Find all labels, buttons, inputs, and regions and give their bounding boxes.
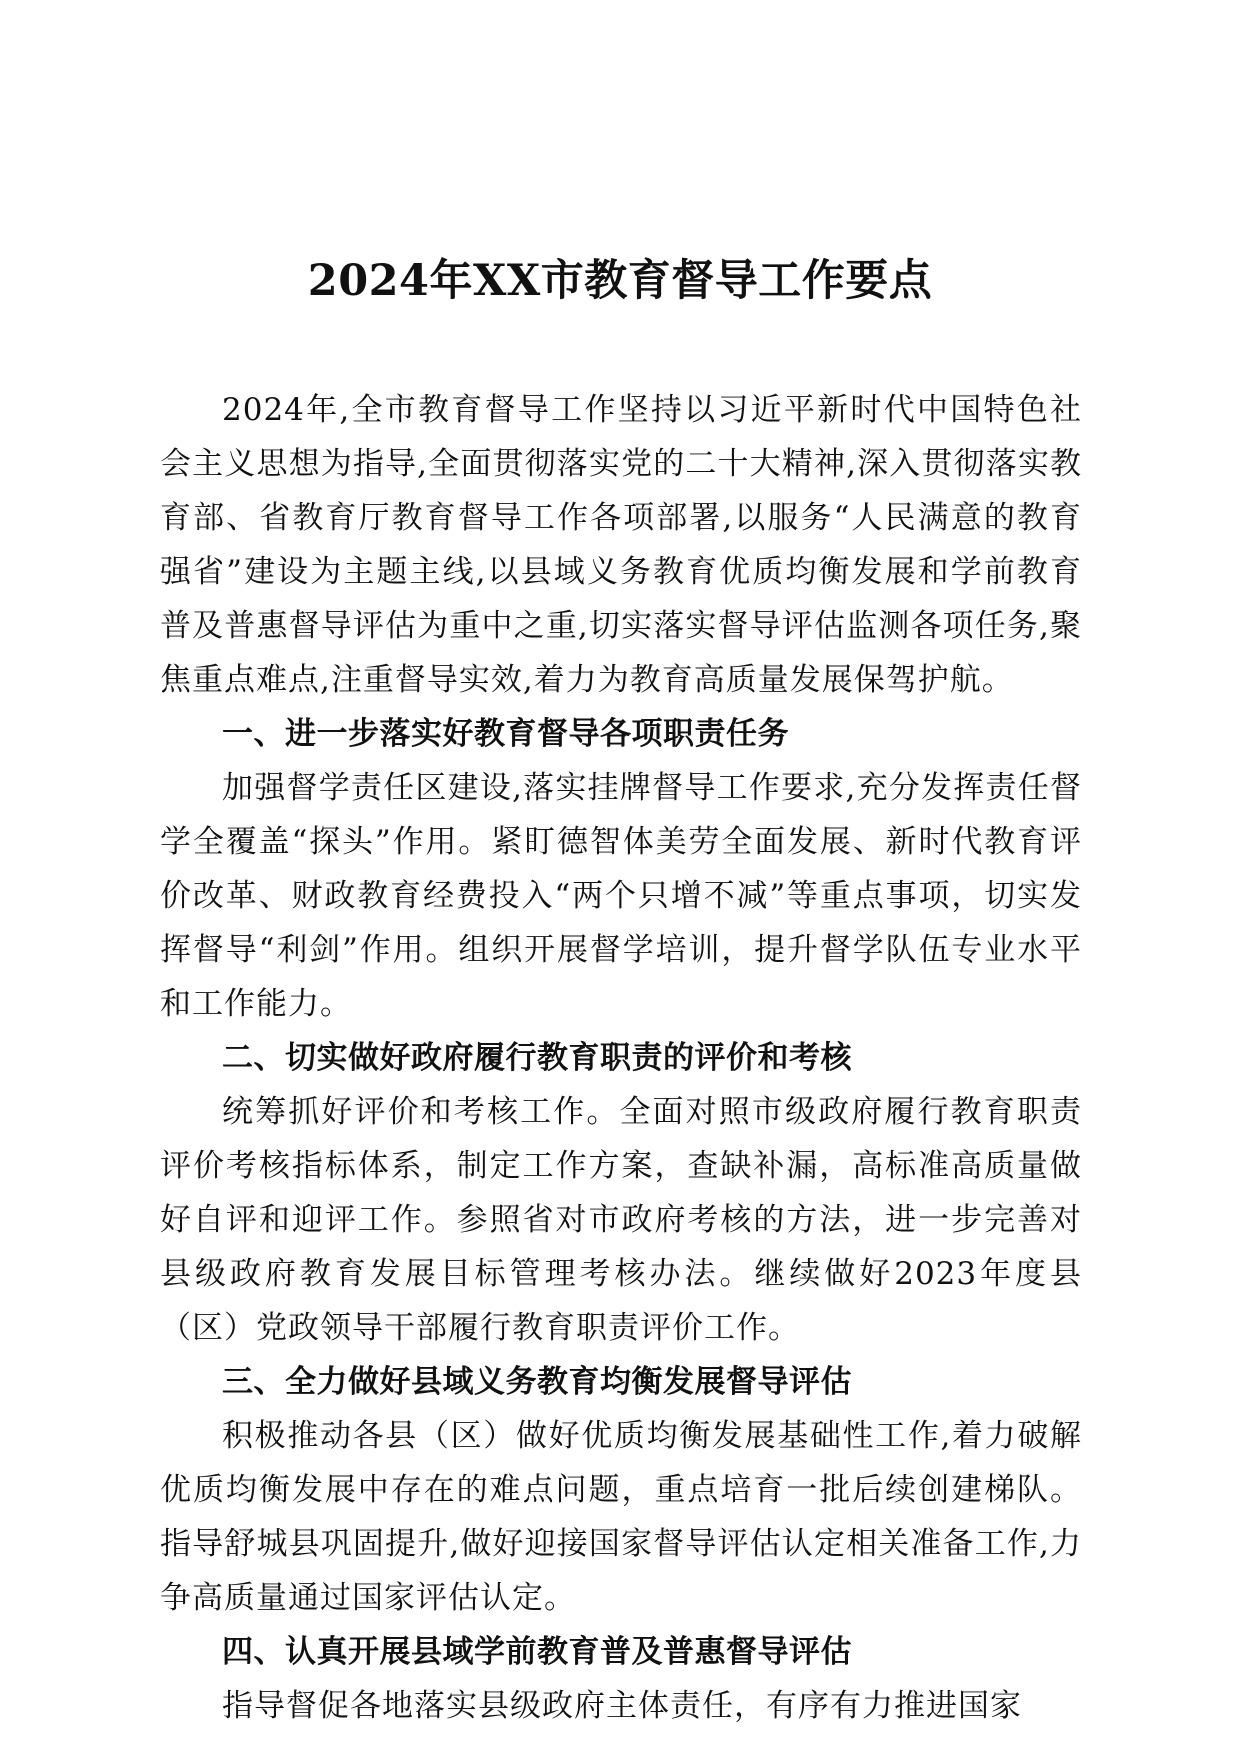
document-body: [160, 383, 1082, 1733]
section-heading: 二、切实做好政府履行教育职责的评价和考核: [222, 1040, 852, 1076]
section-paragraph: 统筹抓好评价和考核工作。全面对照市级政府履行教育职责评价考核指标体系，制定工作方案，查缺补漏，高标准高质量做好自评和迎评工作。参照省对市政府考核的方法，进一步完善对县级政府教育发展目标管理考核办法。继续做好2023年度县（区）党政领导干部履行教育职责评价工作。: [160, 1094, 1082, 1346]
section-2: [160, 1031, 1082, 1355]
intro-paragraph: 2024年,全市教育督导工作坚持以习近平新时代中国特色社会主义思想为指导,全面贯彻落实党的二十大精神,深入贯彻落实教育部、省教育厅教育督导工作各项部署,以服务“人民满意的教育强省”建设为主题主线,以县域义务教育优质均衡发展和学前教育普及普惠督导评估为重中之重,切实落实督导评估监测各项任务,聚焦重点难点,注重督导实效,着力为教育高质量发展保驾护航。: [160, 392, 1082, 698]
section-heading: 三、全力做好县域义务教育均衡发展督导评估: [222, 1364, 852, 1400]
section-1: [160, 707, 1082, 1031]
section-heading: 一、进一步落实好教育督导各项职责任务: [222, 716, 789, 752]
section-4: [160, 1625, 1082, 1733]
section-paragraph: 加强督学责任区建设,落实挂牌督导工作要求,充分发挥责任督学全覆盖“探头”作用。紧盯德智体美劳全面发展、新时代教育评价改革、财政教育经费投入“两个只增不减”等重点事项，切实发挥督导“利剑”作用。组织开展督学培训，提升督学队伍专业水平和工作能力。: [160, 770, 1082, 1022]
section-heading: 四、认真开展县域学前教育普及普惠督导评估: [222, 1634, 852, 1670]
section-paragraph: 指导督促各地落实县级政府主体责任，有序有力推进国家: [222, 1688, 1022, 1724]
section-paragraph: 积极推动各县（区）做好优质均衡发展基础性工作,着力破解优质均衡发展中存在的难点问题，重点培育一批后续创建梯队。指导舒城县巩固提升,做好迎接国家督导评估认定相关准备工作,力争高质量通过国家评估认定。: [160, 1418, 1082, 1616]
section-3: [160, 1355, 1082, 1625]
document-title: 2024年XX市教育督导工作要点: [307, 256, 933, 306]
